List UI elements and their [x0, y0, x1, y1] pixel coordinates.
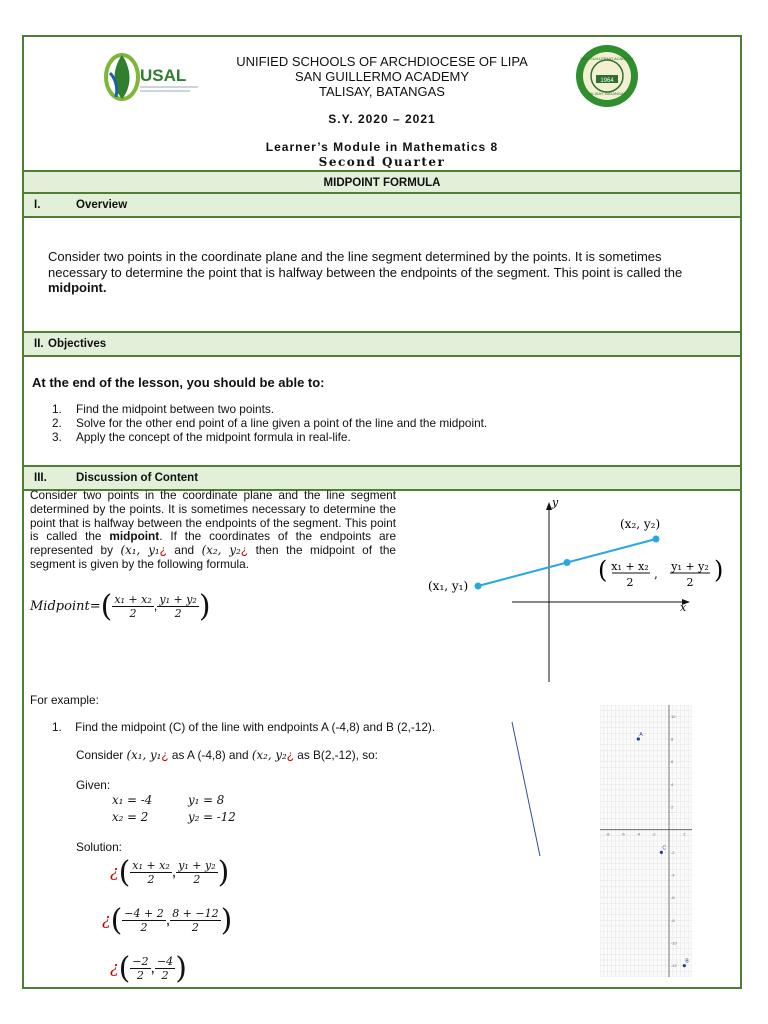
formula-y-top: y₁ + y₂ [159, 593, 197, 606]
discussion-title: Discussion of Content [76, 472, 199, 484]
discussion-body-3: then the midpoint of the segment is given by the following formula. [30, 543, 396, 571]
point-1-notation: (x₁, y₁ [126, 748, 162, 762]
example-number: 1. [52, 720, 62, 734]
step2-x-bottom: 2 [140, 921, 148, 934]
seal-place: TALISAY, BATANGAS [587, 91, 627, 96]
grid-point-c-label: C [662, 845, 666, 852]
step1-y-bottom: 2 [193, 873, 201, 886]
midpoint-formula: Midpoint=( $\frac{\text{x₁ + x₂}}{2}$ , $\frac{\text{y₁ + y₂}}{2}$ ) [30, 589, 211, 624]
given-y1: y₁ = 8 [188, 793, 225, 807]
glyph: ¿ [240, 543, 249, 558]
glyph: ¿ [110, 861, 119, 881]
objective-number: 1. [52, 402, 62, 416]
grid-y-tick: 2 [671, 804, 674, 810]
glyph: ¿ [159, 543, 167, 558]
header-line-2: SAN GUILLERMO ACADEMY [294, 69, 470, 84]
svg-text:,: , [654, 567, 658, 581]
grid-x-tick: -8 [605, 831, 610, 837]
fig-mid-x-bottom: 2 [626, 576, 634, 589]
header-line-1: UNIFIED SCHOOLS OF ARCHDIOCESE OF LIPA [236, 54, 528, 69]
grid-y-tick: 4 [671, 781, 674, 787]
objectives-title: Objectives [48, 338, 107, 350]
objective-number: 3. [52, 429, 62, 444]
grid-y-tick: 10 [671, 713, 676, 719]
school-year: S.Y. 2020 – 2021 [328, 112, 436, 126]
step3-x-top: −2 [132, 955, 149, 968]
discussion-body-2: . If the coordinates of the endpoints are represented by [30, 529, 397, 558]
formula-x-top: x₁ + x₂ [114, 593, 152, 606]
discussion-bold: midpoint [109, 529, 160, 544]
for-example: For example: [30, 693, 99, 707]
step2-y-top: 8 + −12 [172, 907, 219, 920]
given-x1: x₁ = -4 [112, 793, 153, 807]
fig-mid-y-bottom: 2 [686, 576, 694, 589]
endpoint-1 [475, 583, 482, 590]
overview-title: Overview [76, 199, 128, 211]
overview-header [24, 192, 740, 218]
x-axis-label: x [680, 601, 687, 614]
grid-y-tick: -12 [671, 963, 677, 969]
overview-body: Consider two points in the coordinate plane and the line segment determined by the points. It is sometimes necessary to determine the point that is halfway between the endpoints of the segment. This point is called the [48, 249, 683, 280]
endpoint-2-label: (x₂, y₂) [620, 517, 661, 531]
header-line-3: TALISAY, BATANGAS [319, 84, 445, 99]
consider-text: Consider [76, 748, 124, 762]
coordinate-grid [600, 705, 692, 977]
grid-point-b-label: B [685, 958, 689, 965]
discussion-body: Consider two points in the coordinate plane and the line segment determined by the points. It is sometimes necessary to determine the point that is halfway between the endpoints of the segment. This point is called the [30, 488, 396, 544]
solution-step-3: ¿( $\frac{-2}{2}$ , $\frac{-4}{2}$ ) [110, 951, 187, 986]
formula-x-bottom: 2 [129, 607, 137, 620]
endpoint-1-label: (x₁, y₁) [428, 579, 469, 593]
grid-y-tick: -6 [671, 895, 675, 901]
step2-y-bottom: 2 [191, 921, 199, 934]
module-page [22, 35, 742, 989]
objective-text: Find the midpoint between two points. [76, 402, 275, 416]
grid-y-tick: -2 [671, 849, 675, 855]
glyph: ¿ [161, 748, 169, 762]
given-label: Given: [76, 778, 111, 792]
formula-y-bottom: 2 [174, 607, 182, 620]
overview-text [48, 249, 720, 296]
topic-title: MIDPOINT FORMULA [323, 177, 441, 189]
objective-item [52, 403, 712, 417]
discussion-text: Consider two points in the coordinate plane and the line segment determined by the points. It is sometimes necessary to determine the point that is halfway between the endpoints of the segment. This point is called the midpoint. If the coordinates of the endpoints are represented by (x₁, y₁¿ and (x₂, y₂¿ then the midpoint of the segment is given by the following formula. [30, 488, 397, 571]
y-axis-label: y [552, 496, 559, 509]
fig-mid-y-top: y₁ + y₂ [671, 560, 709, 573]
objective-item [52, 417, 712, 431]
point-2-notation: (x₂, y₂ [251, 748, 287, 762]
example-text: Find the midpoint (C) of the line with endpoints A (-4,8) and B (2,-12). [75, 720, 436, 734]
formula-label: Midpoint= [30, 598, 101, 614]
step3-y-bottom: 2 [161, 969, 169, 982]
objective-text: Apply the concept of the midpoint formula in real-life. [76, 429, 351, 444]
consider-text-3: as B(2,-12), so: [297, 748, 378, 762]
objective-text: Solve for the other end point of a line given a point of the line and the midpoint. [76, 415, 488, 430]
step1-x-bottom: 2 [147, 873, 155, 886]
consider-text-2: as A (-4,8) and [171, 748, 249, 762]
objectives-header [24, 331, 740, 357]
discussion-number: III. [34, 472, 47, 484]
quarter-title: Second Quarter [318, 155, 446, 169]
usal-logo-text: USAL [140, 66, 187, 85]
grid-y-tick: -8 [671, 917, 675, 923]
grid-y-tick: 8 [671, 736, 674, 742]
consider-line [76, 749, 536, 763]
svg-text:(: ( [598, 556, 608, 584]
point-1-notation: (x₁, y₁ [120, 543, 160, 558]
grid-point-a-label: A [639, 732, 643, 738]
example-1 [52, 721, 532, 735]
seal-text: SAN GUILLERMO ACADEMY [580, 56, 634, 61]
glyph: ¿ [286, 748, 295, 762]
solution-label: Solution: [76, 840, 122, 854]
solution-step-2: ¿( $\frac{-4 + 2}{2}$ , $\frac{8 + -12}{2}$ ) [102, 903, 233, 938]
step1-x-top: x₁ + x₂ [132, 859, 170, 872]
overview-bold: midpoint. [48, 280, 107, 295]
grid-y-tick: 6 [671, 759, 674, 765]
seal-year: 1964 [600, 78, 614, 84]
midpoint-dot [564, 559, 571, 566]
glyph: ¿ [110, 957, 119, 977]
step3-y-top: −4 [156, 955, 174, 968]
objectives-list [52, 403, 712, 444]
glyph: ¿ [102, 909, 111, 929]
point-2-notation: (x₂, y₂ [201, 543, 241, 558]
grid-y-tick: -4 [671, 872, 675, 878]
grid-x-tick: 2 [683, 831, 686, 837]
step1-y-top: y₁ + y₂ [178, 859, 216, 872]
objective-item [52, 431, 712, 445]
slanted-line [510, 720, 544, 860]
given-y2: y₂ = -12 [188, 810, 236, 824]
grid-x-tick: -2 [651, 831, 656, 837]
step2-x-top: −4 + 2 [124, 907, 164, 920]
svg-text:): ) [714, 556, 724, 584]
overview-number: I. [34, 199, 41, 211]
solution-step-1: ¿( $\frac{\text{x₁ + x₂}}{2}$ , $\frac{\text{y₁ + y₂}}{2}$ ) [110, 855, 230, 890]
step3-x-bottom: 2 [136, 969, 144, 982]
objective-number: 2. [52, 415, 62, 430]
endpoint-2 [653, 536, 660, 543]
grid-y-tick: -10 [671, 940, 677, 946]
given-x2: x₂ = 2 [112, 810, 149, 824]
module-title: Learner’s Module in Mathematics 8 [265, 140, 499, 154]
objectives-number: II. [34, 338, 44, 350]
grid-x-tick: -6 [621, 831, 625, 837]
objectives-intro: At the end of the lesson, you should be able to: [32, 375, 325, 390]
midpoint-figure [424, 492, 734, 692]
grid-x-tick: -4 [636, 831, 641, 837]
fig-mid-x-top: x₁ + x₂ [611, 560, 649, 573]
